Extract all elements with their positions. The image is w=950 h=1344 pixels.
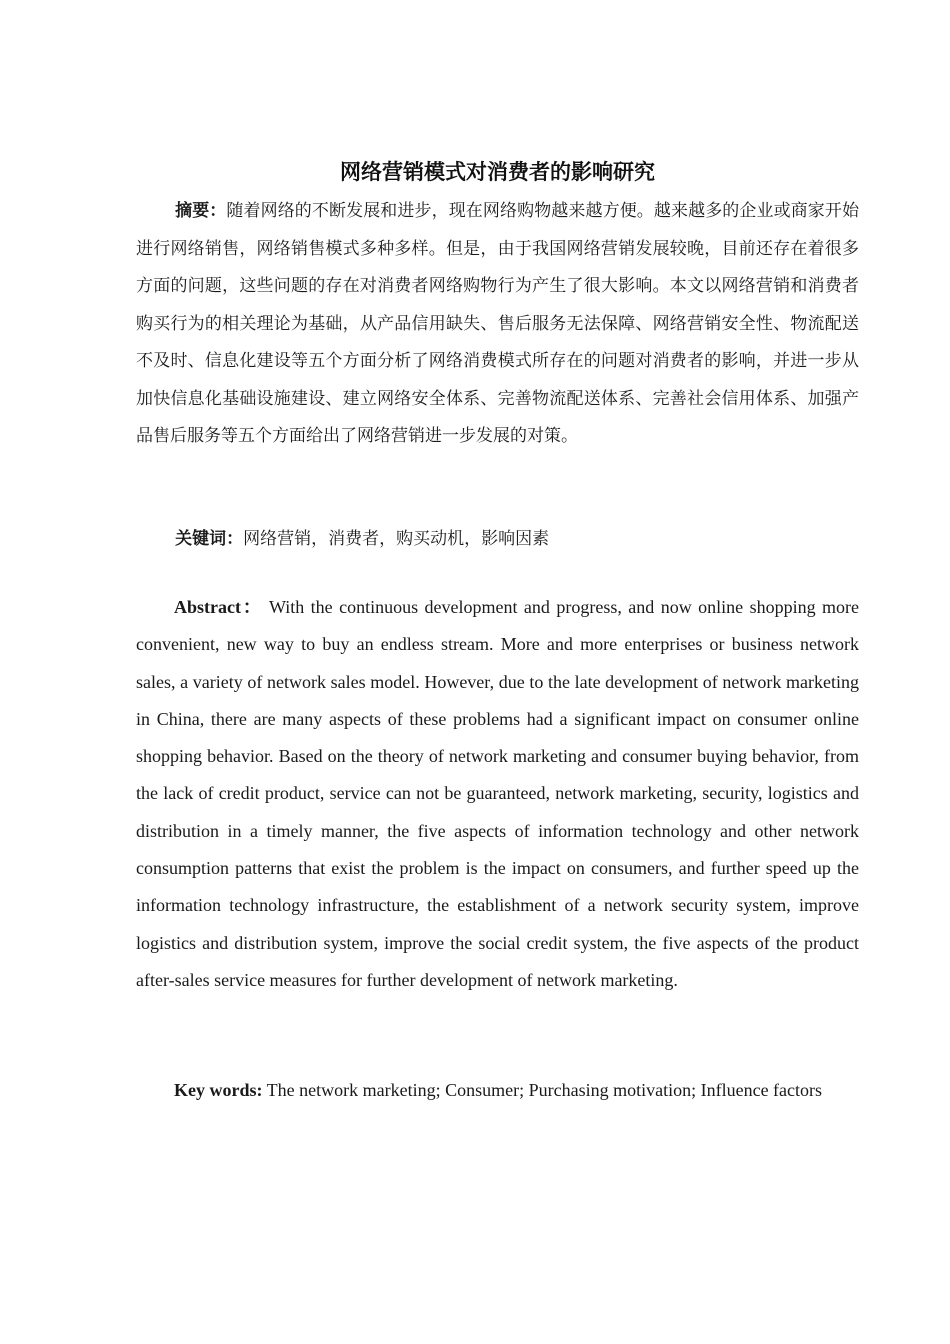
english-abstract-label: Abstract： xyxy=(174,597,263,617)
english-abstract-text: With the continuous development and progress, and now online shopping more convenient, new way to buy an endless stream. More and more enterprises or business network sales, a variety of network sales model. However, due to the late development of network marketing in China, there are many aspects of these problems had a significant impact on consumer online shopping behavior. Based on the theory of network marketing and consumer buying behavior, from the lack of credit product, service can not be guaranteed, network marketing, security, logistics and distribution in a timely manner, the five aspects of information technology and other network consumption patterns that exist the problem is the impact on consumers, and further speed up the information technology infrastructure, the establishment of a network security system, improve logistics and distribution system, improve the social credit system, the five aspects of the product after-sales service measures for further development of network marketing. xyxy=(136,597,859,990)
chinese-keywords-text: 网络营销，消费者，购买动机，影响因素 xyxy=(243,529,550,549)
chinese-keywords xyxy=(136,521,859,559)
chinese-keywords-label: 关键词： xyxy=(175,529,244,549)
english-abstract xyxy=(136,589,859,999)
english-keywords xyxy=(136,1072,859,1109)
paper-title: 网络营销模式对消费者的影响研究 xyxy=(340,160,655,184)
english-keywords-text: The network marketing; Consumer; Purchasing motivation; Influence factors xyxy=(262,1080,823,1100)
chinese-abstract xyxy=(136,164,859,456)
english-keywords-label: Key words: xyxy=(174,1080,263,1100)
chinese-abstract-label: 摘要： xyxy=(175,201,227,221)
chinese-abstract-text: 随着网络的不断发展和进步，现在网络购物越来越方便。越来越多的企业或商家开始进行网络销售，网络销售模式多种多样。但是，由于我国网络营销发展较晚，目前还存在着很多方面的问题，这些问题的存在对消费者网络购物行为产生了很大影响。本文以网络营销和消费者购买行为的相关理论为基础，从产品信用缺失、售后服务无法保障、网络营销安全性、物流配送不及时、信息化建设等五个方面分析了网络消费模式所存在的问题对消费者的影响，并进一步从加快信息化基础设施建设、建立网络安全体系、完善物流配送体系、完善社会信用体系、加强产品售后服务等五个方面给出了网络营销进一步发展的对策。 xyxy=(136,201,860,446)
